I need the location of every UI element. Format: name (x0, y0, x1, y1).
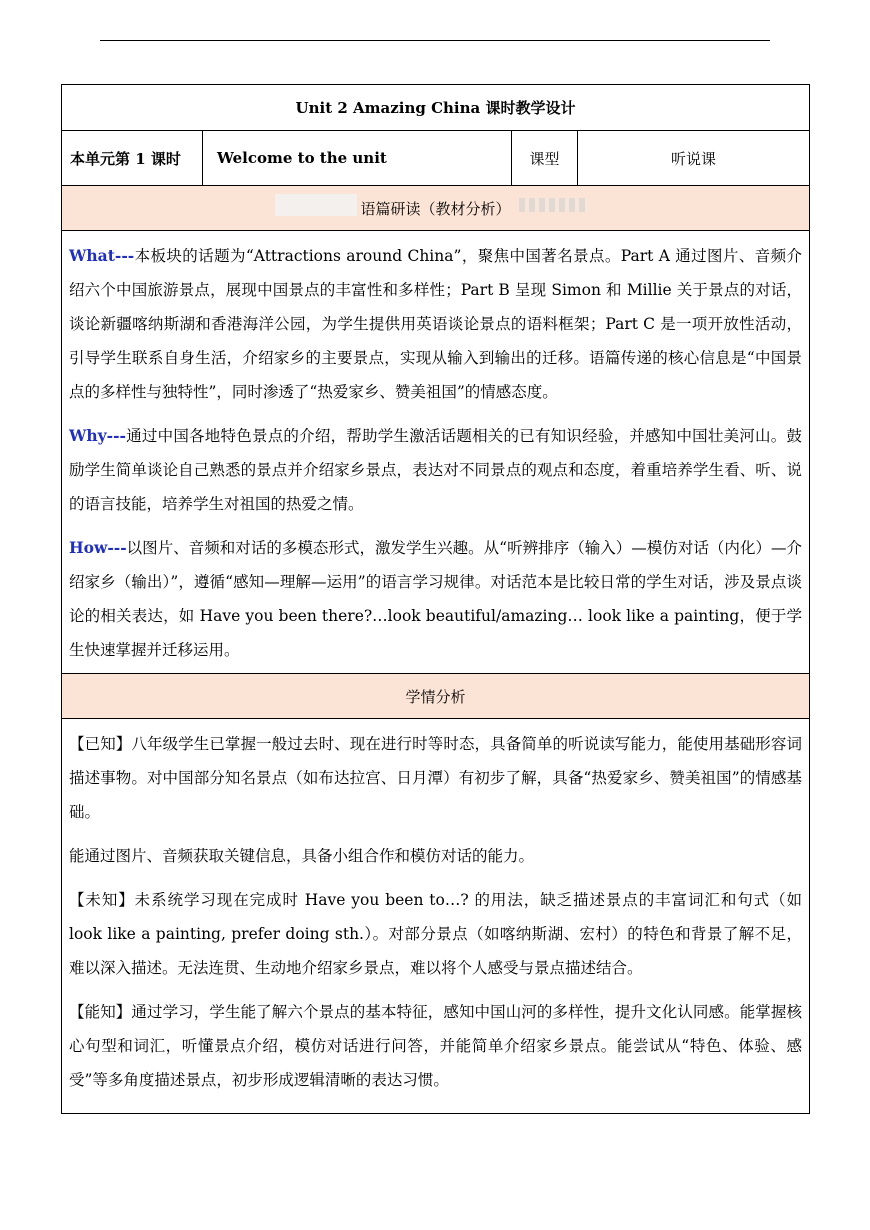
why-paragraph (69, 419, 802, 521)
known-paragraph: 【已知】八年级学生已掌握一般过去时、现在进行时等时态，具备简单的听说读写能力，能使用基础形容词描述事物。对中国部分知名景点（如布达拉宫、日月潭）有初步了解，具备“热爱家乡、赞美祖国”的情感基础。 (69, 735, 803, 821)
title-row (62, 85, 810, 131)
able-paragraph: 【能知】通过学习，学生能了解六个景点的基本特征，感知中国山河的多样性，提升文化认同感。能掌握核心句型和词汇，听懂景点介绍，模仿对话进行问答，并能简单介绍家乡景点。能尝试从“特色、体验、感受”等多角度描述景点，初步形成逻辑清晰的表达习惯。 (69, 1003, 803, 1089)
known-extra-paragraph: 能通过图片、音频获取关键信息，具备小组合作和模仿对话的能力。 (69, 847, 535, 865)
what-label: What--- (69, 246, 135, 265)
smudge-left (275, 194, 357, 216)
lesson-type-label: 课型 (512, 131, 578, 186)
section-band-learner-analysis (62, 674, 810, 719)
what-text: 本板块的话题为“Attractions around China”，聚焦中国著名景点。Part A 通过图片、音频介绍六个中国旅游景点，展现中国景点的丰富性和多样性；Part B 呈现 Simon 和 Millie 关于景点的对话，谈论新疆喀纳斯湖和香港海洋公园，为学生提供用英语谈论景点的语料框架；Part C 是一项开放性活动，引导学生联系自身生活，介绍家乡的主要景点，实现从输入到输出的迁移。语篇传递的核心信息是“中国景点的多样性与独特性”，同时渗透了“热爱家乡、赞美祖国”的情感态度。 (69, 247, 803, 401)
smudge-right (519, 198, 589, 212)
lesson-topic: Welcome to the unit (203, 131, 512, 186)
doc-title: Unit 2 Amazing China 课时教学设计 (62, 85, 810, 131)
why-text: 通过中国各地特色景点的介绍，帮助学生激活话题相关的已有知识经验，并感知中国壮美河山。鼓励学生简单谈论自己熟悉的景点并介绍家乡景点，表达对不同景点的观点和态度，着重培养学生看、听、说的语言技能，培养学生对祖国的热爱之情。 (69, 427, 803, 513)
meta-row (62, 131, 810, 186)
section-heading-text-analysis: 语篇研读（教材分析） (360, 199, 511, 218)
unknown-paragraph: 【未知】未系统学习现在完成时 Have you been to…? 的用法，缺乏描述景点的丰富词汇和句式（如 look like a painting, prefer doing sth.）。对部分景点（如喀纳斯湖、宏村）的特色和背景了解不足，难以深入描述。无法连贯、生动地介绍家乡景点，难以将个人感受与景点描述结合。 (69, 891, 803, 977)
why-label: Why--- (69, 426, 126, 445)
lesson-number: 本单元第 1 课时 (62, 131, 203, 186)
lesson-type-value: 听说课 (578, 131, 810, 186)
text-analysis-body (62, 231, 810, 674)
header-rule (100, 40, 770, 41)
section-heading-learner-analysis: 学情分析 (405, 687, 466, 706)
how-label: How--- (69, 538, 127, 557)
section-band-text-analysis (62, 186, 810, 231)
what-paragraph (69, 239, 802, 409)
learner-analysis-body (62, 719, 810, 1114)
how-text: 以图片、音频和对话的多模态形式，激发学生兴趣。从“听辨排序（输入）—模仿对话（内化）—介绍家乡（输出）”，遵循“感知—理解—运用”的语言学习规律。对话范本是比较日常的学生对话，涉及景点谈论的相关表达，如 Have you been there?…look beautiful/amazing… look like a painting，便于学生快速掌握并迁移运用。 (69, 539, 803, 659)
how-paragraph (69, 531, 802, 667)
lesson-plan-table (61, 84, 809, 1114)
